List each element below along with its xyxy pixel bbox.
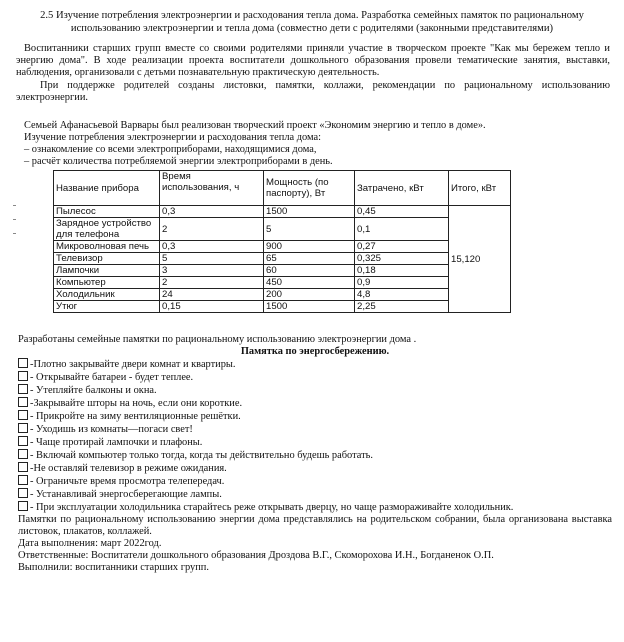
section-heading: 2.5 Изучение потребления электроэнергии и расходования тепла дома. Разработка семейных памяток по рациональному использованию электроэнергии и тепла дома (совместно дети с родителями (законными представителями) [40,10,584,34]
checkbox-icon [18,397,28,407]
cell-time: 2 [160,218,264,241]
project-line-study: Изучение потребления электроэнергии и расходования тепла дома: [24,132,322,143]
list-item: - Включай компьютер только тогда, когда ты действительно будешь работать. [18,449,612,462]
checkbox-icon [18,488,28,498]
list-item: - При эксплуатации холодильника старайтесь реже открывать дверцу, но чаще размораживайте холодильник. [18,501,612,514]
memo-conclusion: Памятки по рациональному использованию энергии дома представлялись на родительском собрании, была организована выставка листовок, плакатов, коллажей. [18,514,612,537]
memo-intro: Разработаны семейные памятки по рациональному использованию электроэнергии дома . [18,334,417,345]
checkbox-icon [18,410,28,420]
cell-device: Пылесос [54,206,160,218]
checkbox-icon [18,358,28,368]
cell-power: 60 [264,265,355,277]
cell-power: 450 [264,277,355,289]
paragraph-project-participation: Воспитанники старших групп вместе со своими родителями приняли участие в творческом проекте "Как мы бережем тепло и энергию дома". В ходе реализации проекта воспитатели дошкольного образования провели тематические занятия, выставки, наблюдения, организовали с детьми познавательную практическую деятельность. [16,43,610,78]
table-row [54,289,511,301]
project-line-familiarization: – ознакомление со всеми электроприборами, находящимися дома, [24,144,317,155]
list-item: - Прикройте на зиму вентиляционные решётки. [18,410,612,423]
list-item: -Плотно закрывайте двери комнат и квартиры. [18,358,612,371]
table-row [54,253,511,265]
cell-power: 65 [264,253,355,265]
list-item: - Утепляйте балконы и окна. [18,384,612,397]
cell-time: 2 [160,277,264,289]
header-device-name: Название прибора [54,171,160,206]
memo-title: Памятка по энергосбережению. [240,346,390,357]
cell-consumed: 0,1 [355,218,449,241]
cell-device: Микроволновая печь [54,241,160,253]
checkbox-icon [18,449,28,459]
cell-time: 0,3 [160,206,264,218]
list-item: -Закрывайте шторы на ночь, если они короткие. [18,397,612,410]
cell-power: 1500 [264,301,355,313]
margin-marks [13,205,17,235]
checkbox-icon [18,501,28,511]
table-row [54,265,511,277]
checkbox-icon [18,436,28,446]
list-item: - Устанавливай энергосберегающие лампы. [18,488,612,501]
cell-power: 900 [264,241,355,253]
responsible-persons: Ответственные: Воспитатели дошкольного образования Дроздова В.Г., Скоморохова И.Н., Богданенок О.П. [18,550,494,561]
cell-device: Зарядное устройство для телефона [54,218,160,241]
cell-device: Холодильник [54,289,160,301]
checkbox-icon [18,462,28,472]
table-row [54,206,511,218]
table-row [54,218,511,241]
list-item: - Открывайте батареи - будет теплее. [18,371,612,384]
completion-date: Дата выполнения: март 2022год. [18,538,162,549]
cell-device: Утюг [54,301,160,313]
list-item: - Уходишь из комнаты—погаси свет! [18,423,612,436]
list-item: -Не оставляй телевизор в режиме ожидания. [18,462,612,475]
cell-consumed: 2,25 [355,301,449,313]
cell-device: Компьютер [54,277,160,289]
table-row [54,241,511,253]
cell-device: Телевизор [54,253,160,265]
cell-power: 1500 [264,206,355,218]
checkbox-icon [18,475,28,485]
cell-power: 5 [264,218,355,241]
cell-time: 0,3 [160,241,264,253]
table-row [54,277,511,289]
cell-consumed: 0,45 [355,206,449,218]
table-header-row [54,171,511,206]
cell-consumed: 0,18 [355,265,449,277]
cell-device: Лампочки [54,265,160,277]
header-power: Мощность (по паспорту), Вт [264,171,355,206]
checkbox-icon [18,371,28,381]
header-consumed: Затрачено, кВт [355,171,449,206]
cell-time: 5 [160,253,264,265]
cell-time: 24 [160,289,264,301]
project-description [16,120,610,168]
cell-consumed: 0,27 [355,241,449,253]
cell-time: 0,15 [160,301,264,313]
cell-consumed: 0,325 [355,253,449,265]
checkbox-icon [18,384,28,394]
checkbox-icon [18,423,28,433]
cell-time: 3 [160,265,264,277]
cell-consumed: 4,8 [355,289,449,301]
header-usage-time: Время использования, ч [160,171,264,206]
cell-power: 200 [264,289,355,301]
project-intro: Семьей Афанасьевой Варвары был реализован творческий проект «Экономим энергию и тепло в доме». [24,120,486,131]
list-item: - Ограничьте время просмотра телепередач. [18,475,612,488]
energy-saving-memo [18,334,612,574]
table-row [54,301,511,313]
cell-consumed: 0,9 [355,277,449,289]
header-total: Итого, кВт [449,171,511,206]
list-item: - Чаще протирай лампочки и плафоны. [18,436,612,449]
paragraph-parent-support: При поддержке родителей созданы листовки, памятки, коллажи, рекомендации по рациональному использованию электроэнергии. [16,80,610,103]
project-line-calculation: – расчёт количества потребляемой энергии электроприборами в день. [24,156,333,167]
energy-consumption-table [53,170,511,313]
performers: Выполнили: воспитанники старших групп. [18,562,209,573]
cell-total: 15,120 [449,206,511,313]
